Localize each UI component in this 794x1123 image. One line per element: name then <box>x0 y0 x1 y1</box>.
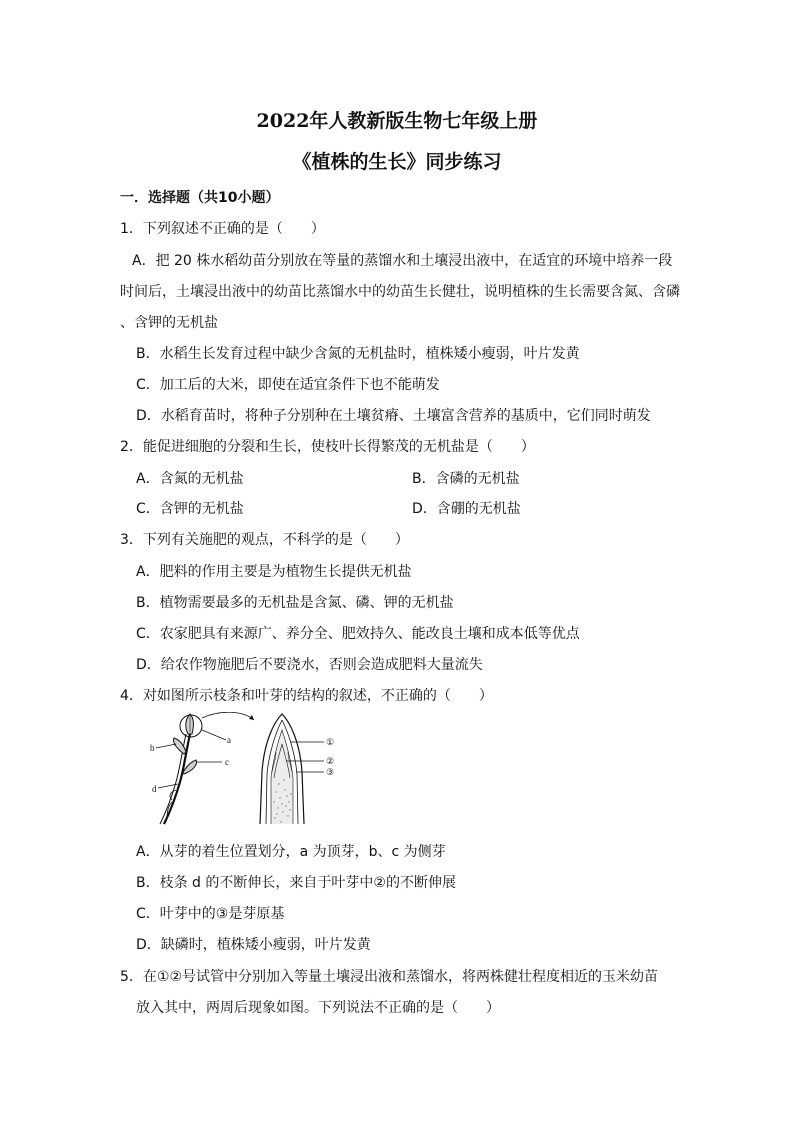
question-2-option-a: A．含氮的无机盐 <box>136 471 244 487</box>
label-2: ② <box>326 756 335 766</box>
leaf-bud-section <box>260 714 304 824</box>
question-1-option-b: B．水稻生长发育过程中缺少含氮的无机盐时，植株矮小瘦弱，叶片发黄 <box>136 346 580 362</box>
question-1-option-d: D．水稻育苗时，将种子分别种在土壤贫瘠、土壤富含营养的基质中，它们同时萌发 <box>136 408 651 424</box>
question-2-option-d: D．含硼的无机盐 <box>412 501 521 517</box>
branch-drawing <box>160 714 202 824</box>
section-heading: 一．选择题（共10小题） <box>120 190 280 206</box>
question-1-stem: 1．下列叙述不正确的是（ ） <box>120 221 325 237</box>
label-a: a <box>227 735 231 745</box>
question-3-option-a: A．肥料的作用主要是为植物生长提供无机盐 <box>136 564 412 580</box>
question-1-option-a: A．把 20 株水稻幼苗分别放在等量的蒸馏水和土壤浸出液中，在适宜的环境中培养一段 <box>132 253 673 269</box>
question-4-option-c: C．叶芽中的③是芽原基 <box>136 906 285 922</box>
question-3-option-d: D．给农作物施肥后不要浇水，否则会造成肥料大量流失 <box>136 657 483 673</box>
label-d: d <box>152 784 157 794</box>
question-4-option-a: A．从芽的着生位置划分，a 为顶芽，b、c 为侧芽 <box>136 844 446 860</box>
arrow-icon <box>202 712 254 720</box>
document-title: 2022年人教新版生物七年级上册 <box>256 110 538 132</box>
label-1: ① <box>326 737 335 747</box>
question-4-option-b: B．枝条 d 的不断伸长，来自于叶芽中②的不断伸展 <box>136 875 456 891</box>
question-1-option-a-cont: 时间后，土壤浸出液中的幼苗比蒸馏水中的幼苗生长健壮，说明植株的生长需要含氮、含磷 <box>120 284 680 300</box>
question-2-option-b: B．含磷的无机盐 <box>412 471 520 487</box>
question-1-option-c: C．加工后的大米，即使在适宜条件下也不能萌发 <box>136 377 440 393</box>
question-3-option-b: B．植物需要最多的无机盐是含氮、磷、钾的无机盐 <box>136 595 454 611</box>
question-4-stem: 4．对如图所示枝条和叶芽的结构的叙述，不正确的（ ） <box>120 688 493 704</box>
question-3-option-c: C．农家肥具有来源广、养分全、肥效持久、能改良土壤和成本低等优点 <box>136 626 580 642</box>
question-2-stem: 2．能促进细胞的分裂和生长，使枝叶长得繁茂的无机盐是（ ） <box>120 439 535 455</box>
question-5-stem: 5．在①②号试管中分别加入等量土壤浸出液和蒸馏水，将两株健壮程度相近的玉米幼苗 <box>120 969 659 985</box>
label-c: c <box>225 757 229 767</box>
document-subtitle: 《植株的生长》同步练习 <box>292 151 502 173</box>
branch-and-leaf-bud-figure <box>150 712 370 830</box>
question-1-option-a-cont: 、含钾的无机盐 <box>120 315 218 331</box>
question-5-stem-cont: 放入其中，两周后现象如图。下列说法不正确的是（ ） <box>136 1000 500 1016</box>
label-3: ③ <box>326 767 335 777</box>
question-2-option-c: C．含钾的无机盐 <box>136 501 244 517</box>
question-4-option-d: D．缺磷时，植株矮小瘦弱，叶片发黄 <box>136 937 371 953</box>
question-3-stem: 3．下列有关施肥的观点，不科学的是（ ） <box>120 532 409 548</box>
label-b: b <box>150 743 155 753</box>
